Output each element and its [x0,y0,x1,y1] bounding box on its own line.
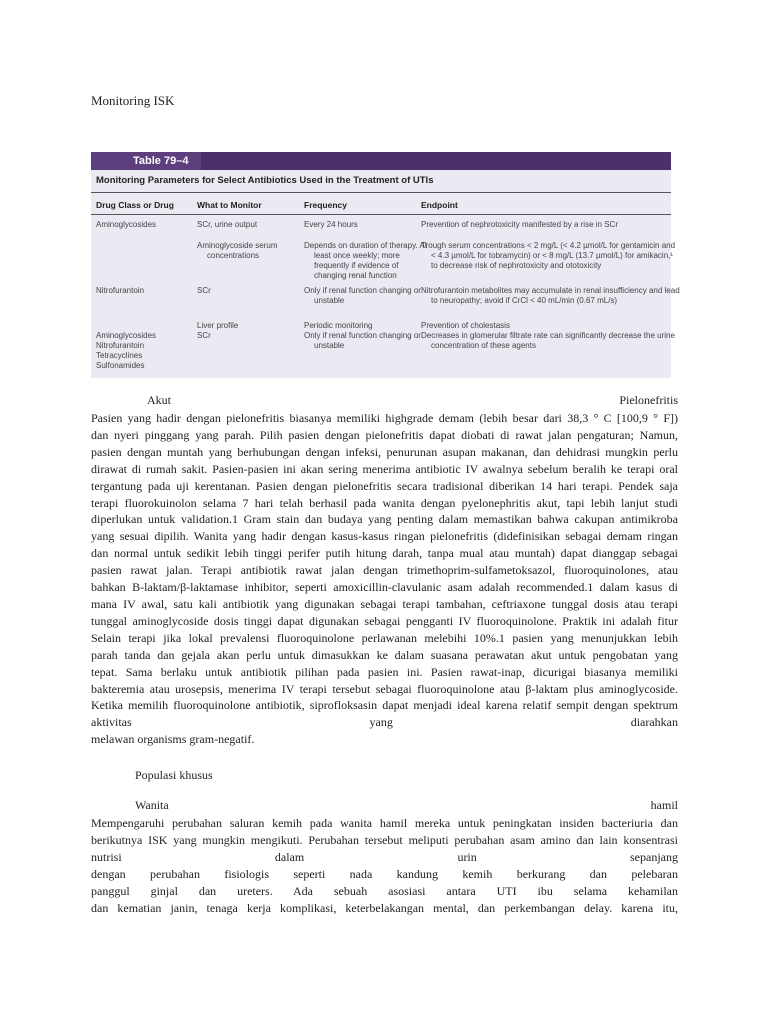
table-column-header: Frequency [304,200,347,210]
paragraph-line: diperlukan untuk validation.1 Gram stain dan budaya yang penting dalam memastikan bahwa cakupan antimikroba [91,512,678,527]
paragraph-line: dirawat di rumah sakit. Pasien-pasien ini akan sering menerima antibiotic IV awalnya sebelum beralih ke terapi oral [91,461,678,476]
word: yang [369,715,393,730]
word: urin [457,849,477,864]
word: aktivitas [91,715,132,730]
paragraph-line: pasien dengan muntah yang berhubungan dengan infeksi, penurunan asupan makanan, dan dehidrasi mungkin perlu [91,444,678,459]
paragraph-line: tepat. Sama berlaku untuk antibiotik pilihan pada pasien ini. Pasien rawat-inap, dicurigai biasanya memiliki [91,664,678,679]
paragraph-line: bakteremia atau urosepsis, menerima IV terapi tersebut sebagai fluoroquinolone atau β-laktam plus aminoglycoside. [91,681,678,696]
word: sepanjang [630,849,678,864]
populasi-paragraph [91,815,678,916]
subheading-right: hamil [650,798,678,812]
paragraph-line [91,849,678,866]
paragraph-line: berikutnya ISK yang mungkin mengikuti. Perubahan tersebut meliputi perubahan asam amino dan lain konsentrasi [91,832,678,847]
table-column-header: Drug Class or Drug [96,200,174,210]
table-cell: Aminoglycosides Nitrofurantoin Tetracyclines Sulfonamides [96,331,157,370]
table-cell: SCr, urine output [197,220,258,229]
table-rule-header [91,214,671,215]
table-column-header: Endpoint [421,200,458,210]
monitoring-table [91,152,680,378]
paragraph-line: dengan perubahan fisiologis seperti nada kandung kemih berkurang dan pelebaran [91,866,678,881]
word: dalam [274,849,305,864]
paragraph-line: pasien rawat jalan. Terapi antibiotik rawat jalan dengan trimethoprim-sulfametoksazol, fluoroquinolones, atau [91,563,678,578]
paragraph-line: dan nyeri pinggang yang parah. Pilih pasien dengan pielonefritis dapat diobati di rawat jalan pengaturan; Namun, [91,427,678,442]
paragraph-line: Ketika memilih fluoroquinolone antibiotik, siprofloksasin dapat menjadi ideal karena relatif sempit dengan spektrum [91,698,678,713]
paragraph-line: Pasien yang hadir dengan pielonefritis biasanya memiliki highgrade demam (lebih besar dari 38,3 ° C [100,9 ° F]) [91,411,678,425]
section-heading-populasi: Populasi khusus [135,768,213,782]
pielonefritis-paragraph [91,410,678,748]
heading-right: Pielonefritis [619,393,678,407]
paragraph-line: tunggal aminoglycoside dosis tinggi dapat digunakan sebagai pengganti IV fluoroquinolone. Praktik ini adalah fitur [91,613,678,628]
paragraph-line: panggul ginjal dan ureters. Ada sebuah asosiasi antara UTI ibu selama kehamilan [91,883,678,898]
table-cell: Aminoglycoside serum concentrations [197,241,278,260]
paragraph-line: melawan organisms gram-negatif. [91,732,255,747]
word: diarahkan [630,715,678,730]
table-cell: Decreases in glomerular filtrate rate can significantly decrease the urine concentration of these agents [421,331,675,350]
paragraph-line: bahkan B-laktam/β-laktamase inhibitor, seperti amoxicillin-clavulanic asam adalah recommended.1 dalam kasus di [91,580,678,595]
table-cell: Aminoglycosides [96,220,157,229]
table-cell: SCr [197,331,211,340]
table-cell: Nitrofurantoin metabolites may accumulate in renal insufficiency and lead to neuropathy; avoid if CrCl < 40 mL/min (0.67 mL/s) [421,286,680,305]
section-heading-pielonefritis [91,393,678,408]
table-cell: Every 24 hours [304,220,358,229]
table-cell: SCr [197,286,211,295]
table-cell: Prevention of nephrotoxicity manifested by a rise in SCr [421,220,618,229]
table-cell: Prevention of cholestasis [421,321,510,330]
table-header-bar [91,152,671,170]
document-title: Monitoring ISK [91,93,175,108]
table-cell: Liver profile [197,321,239,330]
paragraph-line: Selain terapi jika lokal prevalensi fluoroquinolone perlawanan melebihi 10%.1 pasien yang menunjukkan lebih [91,630,678,645]
paragraph-line: parah tanda dan gejala akan perlu untuk dimasukkan ke dalam suasana perawatan akut untuk pengobatan yang [91,647,678,662]
subheading-wanita-hamil [91,798,678,813]
paragraph-line: yang sesuai dipilih. Wanita yang hadir dengan kasus-kasus ringan pielonefritis (didefinisikan sebagai demam ringan [91,529,678,544]
paragraph-line: tergantung pada uji kerentanan. Pasien dengan pielonefritis secara tradisional diberikan 14 hari terapi. Pendek saja [91,478,678,493]
paragraph-line: dan kematian janin, tenaga kerja komplikasi, keterbelakangan mental, dan perkembangan delay. karena itu, [91,900,678,915]
paragraph-line: Mempengaruhi perubahan saluran kemih pada wanita hamil mereka untuk peningkatan insiden bacteriuria dan [91,816,678,830]
table-cell: Only if renal function changing or unstable [304,331,421,350]
word: nutrisi [91,849,122,864]
table-rule-top [91,192,671,193]
paragraph-line: mana IV awal, satu kali antibiotik yang digunakan sebagai terapi tambahan, ceftriaxone tunggal dosis atau terapi [91,596,678,611]
paragraph-line: terapi fluorokuinolon selama 7 hari telah berhasil pada wanita dengan pyelonephritis akut, tapi lebih lanjut studi [91,495,678,510]
table-column-header: What to Monitor [197,200,262,210]
subheading-left: Wanita [135,798,169,812]
table-label: Table 79–4 [91,152,201,170]
heading-left: Akut [147,393,171,407]
paragraph-line: dan normal untuk sedikit lebih tinggi perifer putih hitung darah, tanpa mual atau muntah) dapat dianggap sebagai [91,546,678,561]
paragraph-line [91,714,678,731]
table-cell: Periodic monitoring [304,321,373,330]
table-cell: Depends on duration of therapy. At least once weekly; more frequently if evidence of changing renal function [304,241,428,280]
table-cell: Nitrofurantoin [96,286,145,295]
table-cell: Trough serum concentrations < 2 mg/L (< 4.2 µmol/L for gentamicin and < 4.3 µmol/L for tobramycin) or < 8 mg/L (13.7 µmol/L) for amikacin,¹ to decrease risk of nephrotoxicity and ototoxicity [421,241,676,270]
table-cell: Only if renal function changing or unstable [304,286,421,305]
table-caption: Monitoring Parameters for Select Antibiotics Used in the Treatment of UTIs [96,175,434,186]
